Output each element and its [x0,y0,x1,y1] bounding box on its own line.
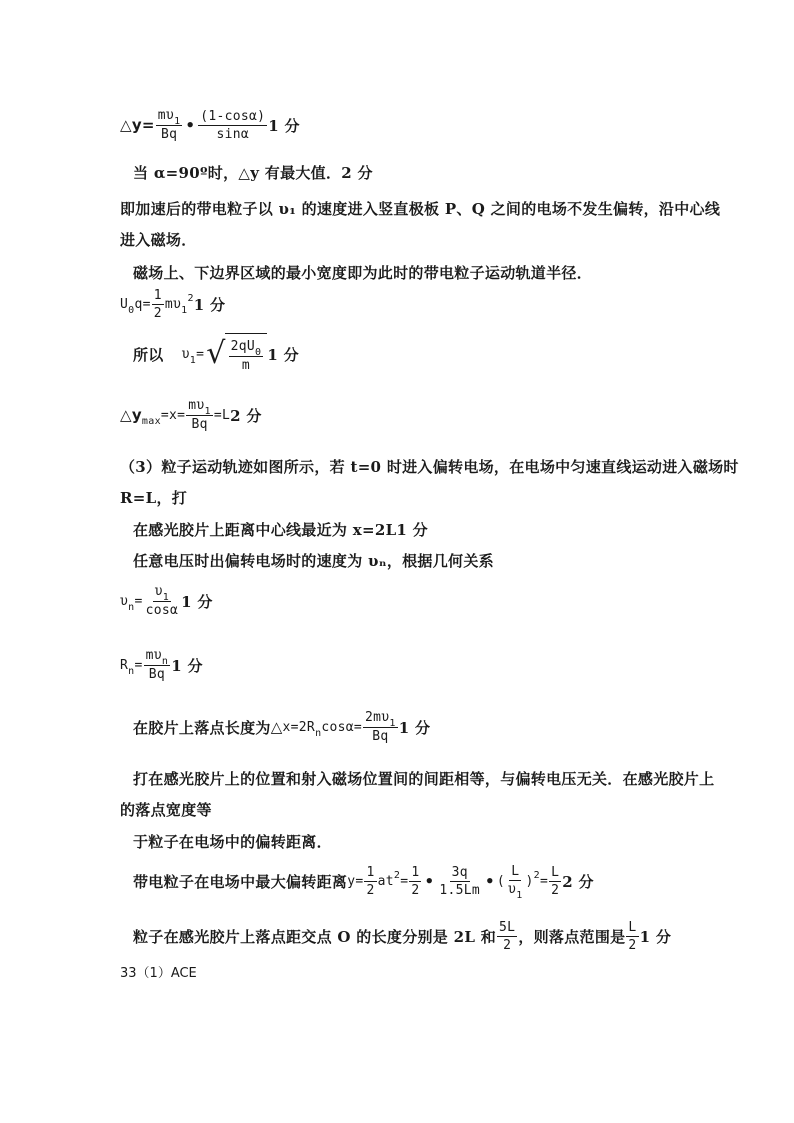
formula-landing-range: 粒子在感光胶片上落点距交点 O 的长度分别是 2L 和 $\frac{5L}{2}$ ，则落点范围是 $\frac{L}{2}$ 1 分 [133,920,672,953]
fraction-one-half: $\frac{1}{2}$ [153,288,162,321]
formula-rn: $R_n=$ $\frac{m\upsilon_n}{Bq}$ 1 分 [120,648,203,682]
formula-delta-ymax: △y $_{max}$=x= $\frac{m\upsilon_1}{Bq}$ =L 2 分 [120,398,262,432]
text-line-part-3: （3）粒子运动轨迹如图所示，若 t=0 时进入偏转电场，在电场中匀速直线运动进入磁场时 [120,458,739,476]
text-line-deflection-distance: 于粒子在电场中的偏转距离． [133,833,332,851]
formula-landing-length: 在胶片上落点长度为 △ $x=2R_n\cos\alpha=$ $\frac{2m\upsilon_1}{Bq}$ 1 分 [133,710,431,744]
text-line-landing-width: 的落点宽度等 [120,801,212,819]
question-33-answer: 33（1）ACE [120,966,197,981]
text-line-particle-enters: 即加速后的带电粒子以 υ₁ 的速度进入竖直极板 P、Q 之间的电场不发生偏转，沿中心线 [120,200,721,218]
formula-max-deflection: 带电粒子在电场中最大偏转距离 y= $\frac{1}{2}$ $at^2=$ $\frac{1}{2}$ • $\frac{3q}{1.5Lm}$ • ( $\frac{L}{\upsilon_1}$ )$^2$= $\frac{L}{2}$ 2 分 [133,864,594,901]
formula-delta-y: △y= $\frac{m\upsilon_1}{Bq}$ • $\frac{(1-\cos\alpha)}{\sin\alpha}$ 1 分 [120,108,300,142]
text-line-position-equal: 打在感光胶片上的位置和射入磁场位置间的间距相等，与偏转电压无关．在感光胶片上 [133,770,715,788]
text-line-r-equals-l: R=L，打 [120,489,188,507]
text-line-min-width: 磁场上、下边界区域的最小宽度即为此时的带电粒子运动轨道半径． [133,264,593,282]
text-line-enter-field: 进入磁场． [120,231,197,249]
fraction-mv1-over-bq: $\frac{m\upsilon_1}{Bq}$ [157,108,181,142]
formula-velocity-sqrt: 所以 $\upsilon_1=$ √ $\frac{2qU_0}{m}$ 1 分 [133,333,299,375]
formula-vn: $\upsilon_n=$ $\frac{\upsilon_1}{\cos\alpha}$ 1 分 [120,584,213,618]
square-root: √ $\frac{2qU_0}{m}$ [206,333,267,375]
text-line-arbitrary-voltage: 任意电压时出偏转电场时的速度为 υₙ，根据几何关系 [133,552,494,570]
fraction-cos-over-sin: $\frac{(1-\cos\alpha)}{\sin\alpha}$ [200,108,266,142]
text-line-max-value: 当 α=90º时，△y 有最大值．2 分 [133,164,373,182]
formula-energy: $U_0q=$ $\frac{1}{2}$ $m\upsilon_1^2$ 1 分 [120,288,226,321]
text-line-closest-distance: 在感光胶片上距离中心线最近为 x=2L1 分 [133,521,428,539]
